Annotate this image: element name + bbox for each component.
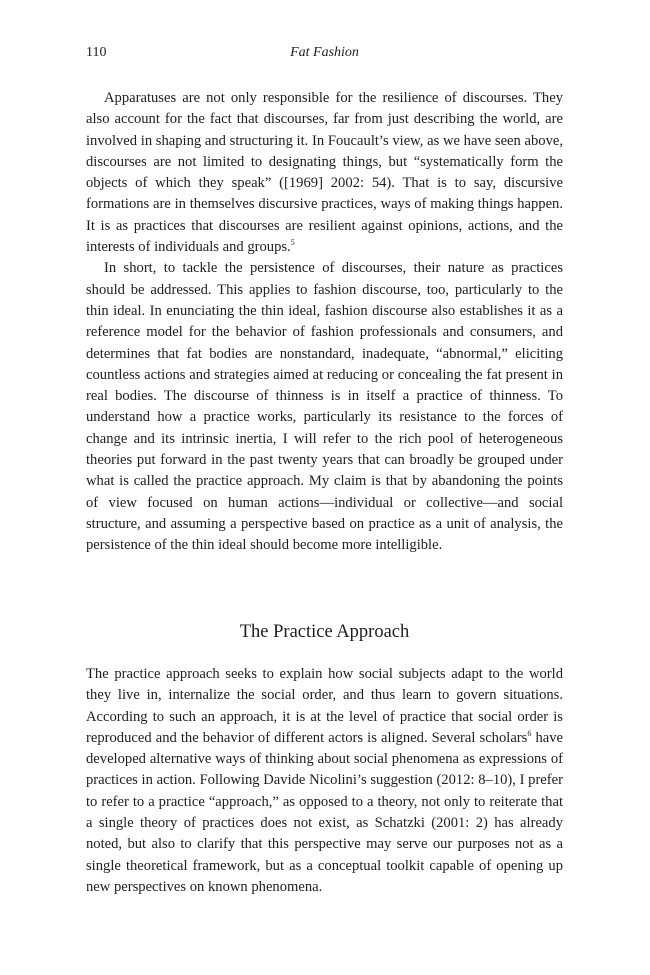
footnote-marker: 5 <box>290 238 295 248</box>
paragraph-text: In short, to tackle the persistence of discourses, their nature as practices should be addressed. This applies to fashion discourse, too, particularly to the thin ideal. In enunciating the thin ideal, fashion discourse also establishes it as a reference model for the behavior of fashion professionals and consumers, and determines that fat bodies are nonstandard, inadequate, “abnormal,” eliciting countless actions and strategies aimed at reducing or concealing the fat present in real bodies. The discourse of thinness is in itself a practice of thinness. To understand how a practice works, particularly its resistance to the forces of change and its intrinsic inertia, I will refer to the rich pool of heterogeneous theories put forward in the past twenty years that can broadly be grouped under what is called the practice approach. My claim is that by abandoning the points of view focused on human actions—individual or collective—and social structure, and assuming a perspective based on practice as a unit of analysis, the persistence of the thin ideal should become more intelligible. <box>86 260 563 554</box>
paragraph-in-short <box>86 258 563 556</box>
running-title: Fat Fashion <box>290 45 359 60</box>
paragraph-text: The practice approach seeks to explain how social subjects adapt to the world they live in, internalize the social order, and thus learn to govern situations. According to such an approach, it is at the level of practice that social order is reproduced and the behavior of different actors is aligned. Several scholars <box>86 666 563 746</box>
footnote-marker: 6 <box>527 728 532 738</box>
paragraph-practice-approach <box>86 664 563 898</box>
page-number: 110 <box>86 45 107 60</box>
paragraph-text-continued: have developed alternative ways of thinking about social phenomena as expressions of practices in action. Following Davide Nicolini’s suggestion (2012: 8–10), I prefer to refer to a practice “approach,” as opposed to a theory, not only to reiterate that a single theory of practices does not exist, as Schatzki (2001: 2) has already noted, but also to clarify that this perspective may serve our purposes not as a single theoretical framework, but as a conceptual toolkit capable of opening up new perspectives on known phenomena. <box>86 729 563 895</box>
body-text-section-one <box>86 88 563 557</box>
body-text-section-two <box>86 664 563 898</box>
section-heading: The Practice Approach <box>239 622 410 642</box>
paragraph-apparatuses <box>86 88 563 258</box>
running-head <box>86 43 563 63</box>
paragraph-text: Apparatuses are not only responsible for the resilience of discourses. They also account for the fact that discourses, far from just describing the world, are involved in shaping and structuring it. In Foucault’s view, as we have seen above, discourses are not limited to designating things, but “systematically form the objects of which they speak” ([1969] 2002: 54). That is to say, discursive formations are in themselves discursive practices, ways of making things happen. It is as practices that discourses are resilient against opinions, actions, and the interests of individuals and groups. <box>86 90 563 256</box>
